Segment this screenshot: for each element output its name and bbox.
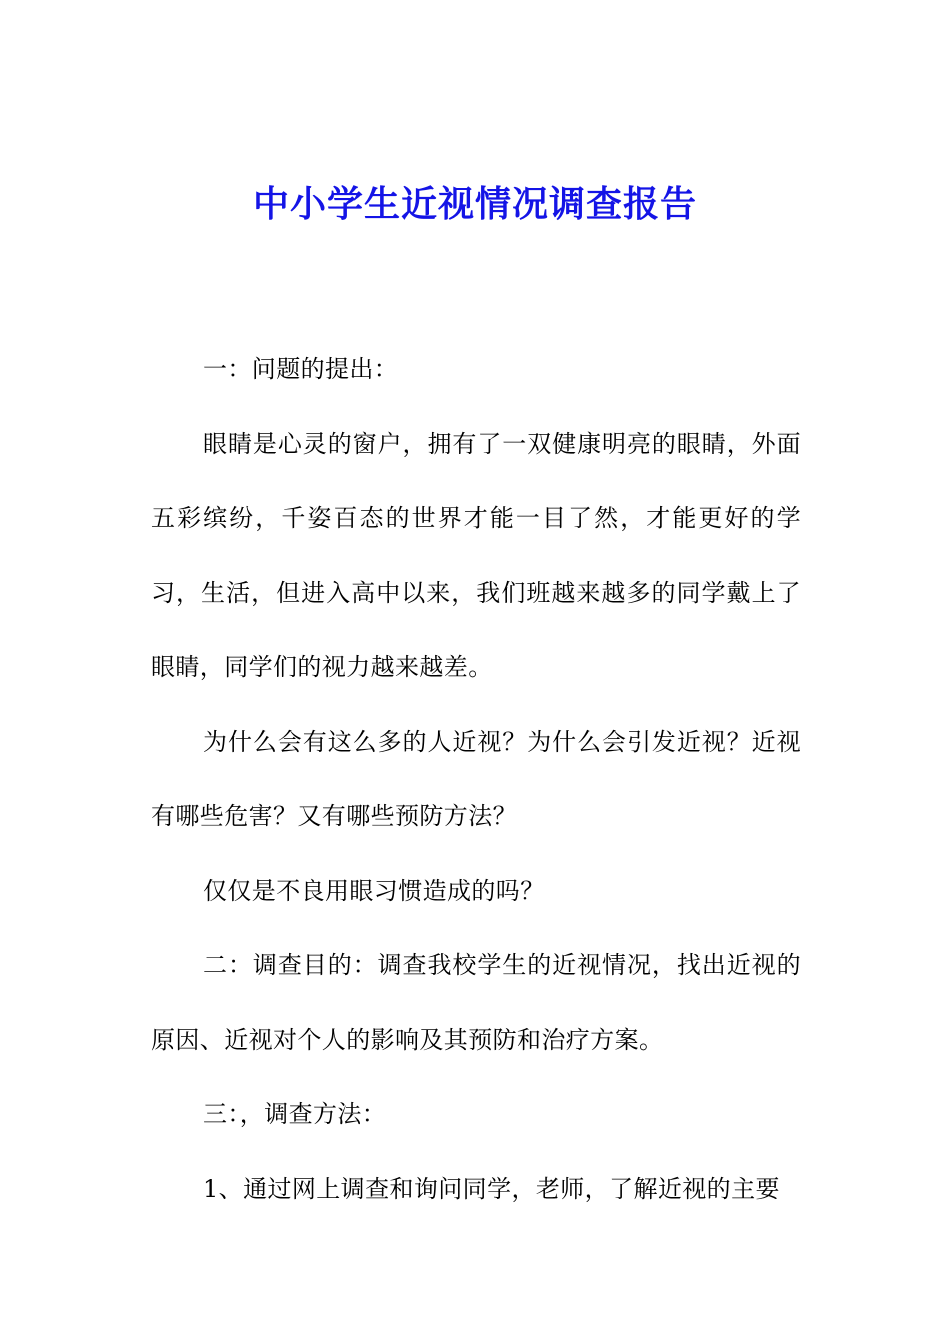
list-item: 1、通过网上调查和询问同学，老师，了解近视的主要	[203, 1174, 780, 1203]
section-heading-method: 三：，调查方法：	[203, 1100, 387, 1128]
body-paragraph: 为什么会有这么多的人近视？为什么会引发近视？近视有哪些危害？又有哪些预防方法？	[151, 727, 801, 830]
document-body	[151, 332, 801, 1226]
document-title: 中小学生近视情况调查报告	[252, 183, 697, 225]
section-heading-purpose: 二：调查目的：调查我校学生的近视情况，找出近视的原因、近视对个人的影响及其预防和治疗方案。	[151, 951, 801, 1054]
section-heading-problem: 一：问题的提出：	[203, 355, 399, 383]
body-paragraph: 眼睛是心灵的窗户，拥有了一双健康明亮的眼睛，外面五彩缤纷，千姿百态的世界才能一目了然，才能更好的学习，生活，但进入高中以来，我们班越来越多的同学戴上了眼睛，同学们的视力越来越差。	[151, 429, 801, 681]
body-paragraph: 仅仅是不良用眼习惯造成的吗？	[203, 876, 545, 905]
